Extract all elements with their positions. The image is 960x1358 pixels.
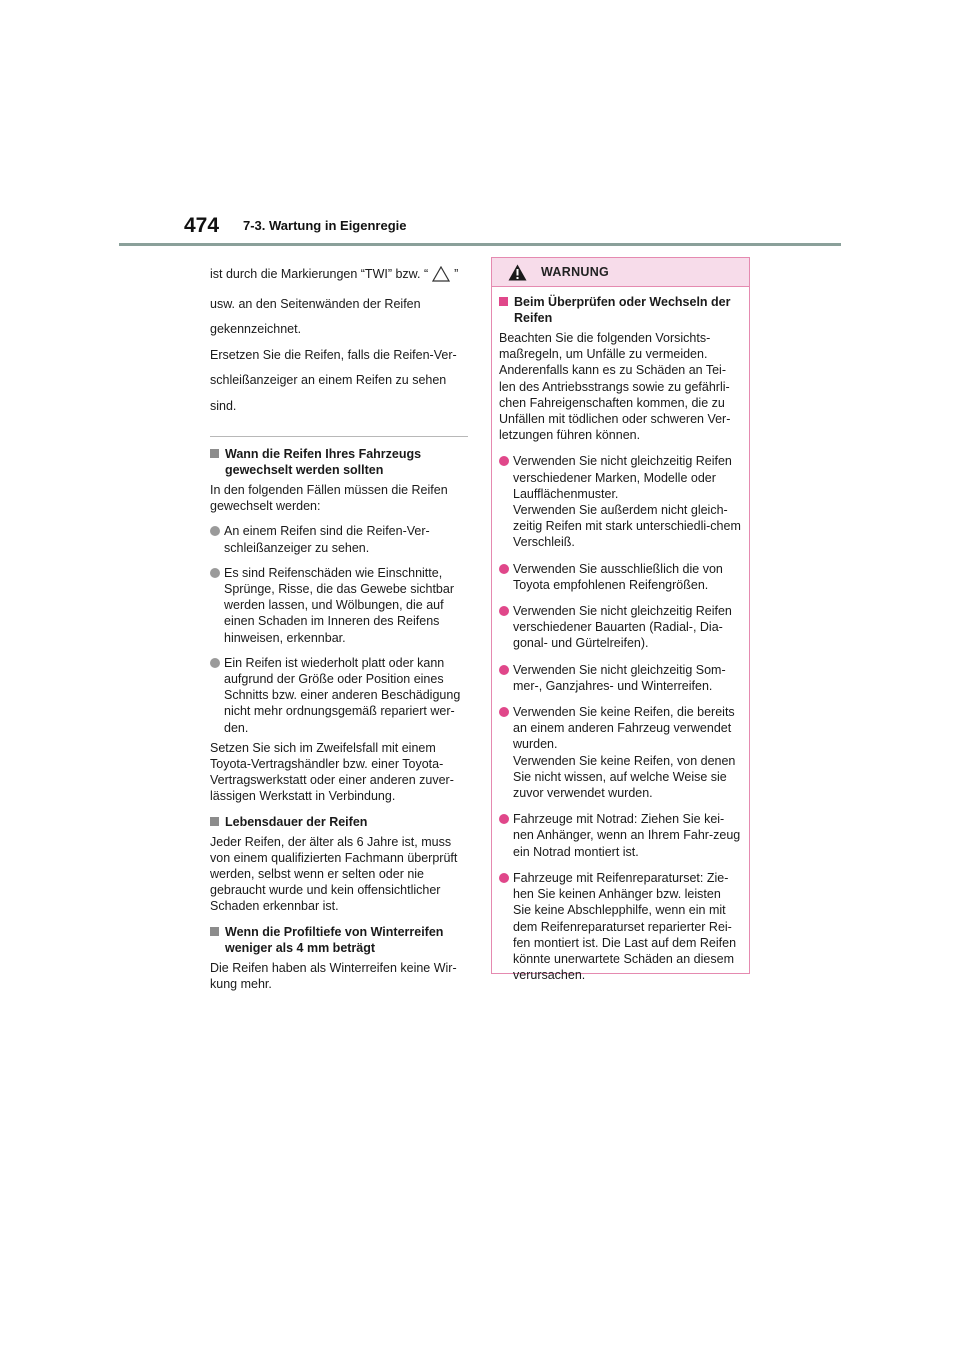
list-item: An einem Reifen sind die Reifen-Ver-schleißanzeiger zu sehen. <box>210 523 468 555</box>
warning-heading: Beim Überprüfen oder Wechseln der Reifen <box>499 294 742 326</box>
header-divider <box>119 243 841 246</box>
square-bullet-icon <box>210 449 219 458</box>
bullet-dot-icon <box>210 568 220 578</box>
square-bullet-icon <box>499 297 508 306</box>
bullet-dot-icon <box>210 526 220 536</box>
column-divider <box>210 436 468 437</box>
intro-line3: gekennzeichnet. <box>210 322 302 336</box>
page-number: 474 <box>184 214 220 237</box>
triangle-outline-icon <box>432 266 450 292</box>
list-item: Verwenden Sie nicht gleichzeitig Reifen verschiedener Bauarten (Radial-, Dia-gonal- und Gürtelreifen). <box>499 603 742 652</box>
list-item: Verwenden Sie keine Reifen, die bereits an einem anderen Fahrzeug verwendet wurden. Verwenden Sie keine Reifen, von denen Sie nicht wissen, auf welche Weise sie zuvor verwendet wurden. <box>499 704 742 801</box>
list-item: Verwenden Sie nicht gleichzeitig Reifen verschiedener Marken, Modelle oder Laufflächenmuster. Verwenden Sie außerdem nicht gleich-zeitig Reifen mit stark unterschiedli-chem Verschleiß. <box>499 453 742 550</box>
list-item: Verwenden Sie ausschließlich die von Toyota empfohlenen Reifengrößen. <box>499 561 742 593</box>
intro-line1-b: ” <box>454 267 459 281</box>
section-heading-tire-change: Wann die Reifen Ihres Fahrzeugs gewechselt werden sollten <box>210 446 468 478</box>
bullet-dot-icon <box>499 564 509 574</box>
list-item: Es sind Reifenschäden wie Einschnitte, Sprünge, Risse, die das Gewebe sichtbar werden lassen, und Wölbungen, die auf einen Schaden im Inneren des Reifens hinweisen, erkennbar. <box>210 565 468 646</box>
warning-header <box>492 258 749 287</box>
left-column <box>210 262 468 992</box>
bullet-dot-icon <box>499 873 509 883</box>
warning-paragraph: Beachten Sie die folgenden Vorsichts-maßregeln, um Unfälle zu vermeiden. Anderenfalls kann es zu Schäden an Tei-len des Antriebsstrangs sowie zu gefährli-chen Fahreigenschaften kommen, die zu Unfällen mit tödlichen oder schweren Ver-letzungen führen können. <box>499 331 731 443</box>
list-item: Fahrzeuge mit Notrad: Ziehen Sie kei-nen Anhänger, wenn an Ihrem Fahr-zeug ein Notrad montiert ist. <box>499 811 742 860</box>
bullet-dot-icon <box>499 456 509 466</box>
paragraph: Die Reifen haben als Winterreifen keine Wir-kung mehr. <box>210 960 457 991</box>
bullet-dot-icon <box>499 814 509 824</box>
warning-label: WARNUNG <box>541 265 610 279</box>
list-item: Fahrzeuge mit Reifenreparaturset: Zie-hen Sie keinen Anhänger bzw. leisten Sie keine Abschlepphilfe, wenn ein mit dem Reifenreparaturset reparierter Rei-fen montiert ist. Die Last auf dem Reifen könnte unerwartete Schäden an diesem verursachen. <box>499 870 742 983</box>
paragraph: Setzen Sie sich im Zweifelsfall mit einem Toyota-Vertragshändler bzw. einer Toyota-Vertragswerkstatt oder einer anderen zuver-lässigen Werkstatt in Verbindung. <box>210 740 454 804</box>
section-title: 7-3. Wartung in Eigenregie <box>243 218 407 233</box>
warning-box <box>491 257 750 983</box>
warning-body <box>492 287 749 983</box>
intro-line5: schleißanzeiger an einem Reifen zu sehen <box>210 373 447 387</box>
intro-line6: sind. <box>210 398 237 413</box>
intro-line4: Ersetzen Sie die Reifen, falls die Reifen-Ver- <box>210 347 457 362</box>
section-heading-tire-lifetime: Lebensdauer der Reifen <box>210 814 468 830</box>
intro-line2: usw. an den Seitenwänden der Reifen <box>210 296 421 311</box>
square-bullet-icon <box>210 817 219 826</box>
list-item: Ein Reifen ist wiederholt platt oder kann aufgrund der Größe oder Position eines Schnitts bzw. einer anderen Beschädigung nicht mehr ordnungsgemäß repariert wer-den. <box>210 655 468 736</box>
intro-text <box>210 262 468 419</box>
paragraph: In den folgenden Fällen müssen die Reifen gewechselt werden: <box>210 483 448 514</box>
paragraph: Jeder Reifen, der älter als 6 Jahre ist, muss von einem qualifizierten Fachmann überprüft werden, selbst wenn er selten oder nie gebraucht wurde und kein offensichtlicher Schaden erkennbar ist. <box>210 834 458 914</box>
list-item: Verwenden Sie nicht gleichzeitig Som-mer-, Ganzjahres- und Winterreifen. <box>499 662 742 694</box>
bullet-dot-icon <box>499 707 509 717</box>
bullet-dot-icon <box>499 606 509 616</box>
section-heading-winter-tires: Wenn die Profiltiefe von Winterreifen weniger als 4 mm beträgt <box>210 924 468 956</box>
intro-line1-a: ist durch die Markierungen “TWI” bzw. “ <box>210 267 429 281</box>
warning-triangle-icon <box>508 264 527 286</box>
bullet-dot-icon <box>210 658 220 668</box>
square-bullet-icon <box>210 927 219 936</box>
bullet-dot-icon <box>499 665 509 675</box>
